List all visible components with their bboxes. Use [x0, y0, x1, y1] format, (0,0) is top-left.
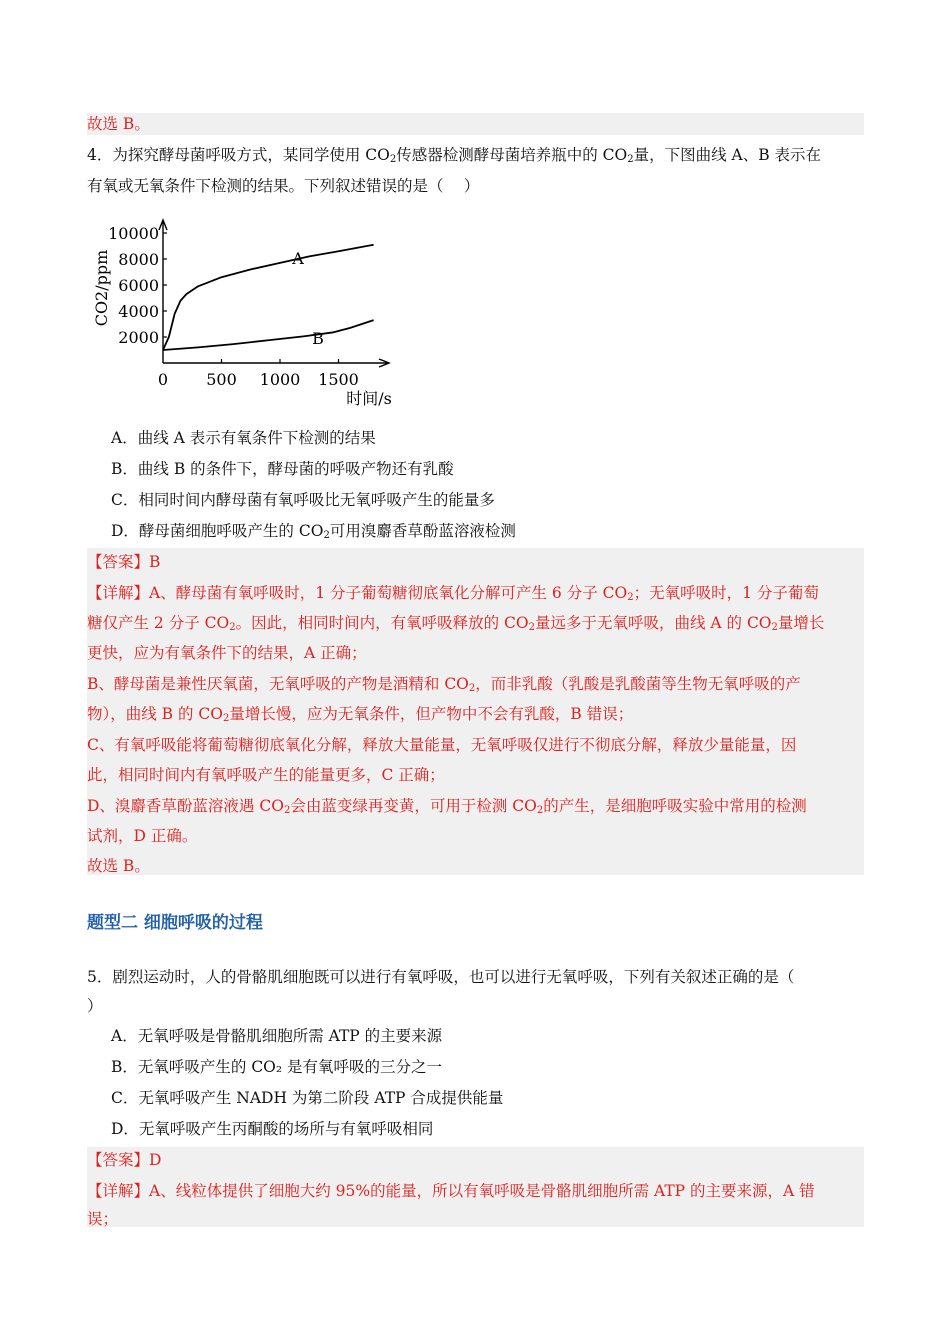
q5-answer: 【答案】D — [87, 1151, 162, 1169]
x-tick-label: 500 — [206, 370, 237, 389]
chart-ticks — [108, 224, 359, 389]
series-curve-b — [163, 320, 374, 350]
q4-detail-line: B、酵母菌是兼性厌氧菌，无氧呼吸的产物是酒精和 $CO_2$，而非乳酸（乳酸是乳酸菌等生物无氧呼吸的产 — [87, 675, 801, 694]
prev-conclusion: 故选 B。 — [87, 115, 150, 133]
q5-option-a: A．无氧呼吸是骨骼肌细胞所需 ATP 的主要来源 — [111, 1027, 443, 1045]
x-tick-label: 1000 — [259, 370, 301, 389]
y-tick-label: 8000 — [118, 250, 159, 269]
q4-option-a: A．曲线 A 表示有氧条件下检测的结果 — [111, 429, 376, 447]
chart-curves — [163, 245, 374, 350]
q4-detail-line: 糖仅产生 2 分子 $CO_2$。因此，相同时间内，有氧呼吸释放的 $CO_2$量远多于无氧呼吸，曲线 A 的 $CO_2$量增长 — [87, 614, 825, 633]
q5-detail-line2: 误； — [87, 1210, 119, 1228]
q5-stem-line2: ） — [87, 997, 103, 1015]
q4-option-c: C．相同时间内酵母菌有氧呼吸比无氧呼吸产生的能量多 — [111, 491, 495, 509]
q4-conclusion: 故选 B。 — [87, 857, 150, 875]
x-tick-label: 1500 — [318, 370, 359, 389]
q5-option-d: D．无氧呼吸产生丙酮酸的场所与有氧呼吸相同 — [111, 1120, 434, 1138]
y-tick-label: 4000 — [118, 302, 159, 321]
q4-detail-line: 【详解】A、酵母菌有氧呼吸时，1 分子葡萄糖彻底氧化分解可产生 6 分子 $CO_2$；无氧呼吸时，1 分子葡萄 — [87, 584, 819, 603]
q5-option-b: B．无氧呼吸产生的 CO₂ 是有氧呼吸的三分之一 — [111, 1058, 443, 1076]
co2-chart — [87, 210, 407, 415]
y-tick-label: 2000 — [118, 328, 159, 347]
series-label-a: A — [292, 249, 304, 268]
q4-stem-line1: 4．为探究酵母菌呼吸方式，某同学使用 $CO_2$传感器检测酵母菌培养瓶中的 $CO_2$量，下图曲线 A、B 表示在 — [87, 146, 822, 165]
x-axis-label: 时间/s — [346, 389, 392, 408]
series-label-b: B — [312, 329, 324, 348]
q4-detail-line: 更快，应为有氧条件下的结果，A 正确； — [87, 644, 367, 662]
q5-stem-line1: 5．剧烈运动时，人的骨骼肌细胞既可以进行有氧呼吸，也可以进行无氧呼吸，下列有关叙述正确的是（ — [87, 968, 795, 986]
q4-option-b: B．曲线 B 的条件下，酵母菌的呼吸产物还有乳酸 — [111, 460, 454, 478]
q4-detail-line: 试剂，D 正确。 — [87, 827, 198, 845]
series-curve-a — [163, 245, 374, 350]
x-tick-label: 0 — [157, 370, 169, 389]
q4-detail-line: D、溴麝香草酚蓝溶液遇 $CO_2$会由蓝变绿再变黄，可用于检测 $CO_2$的产生，是细胞呼吸实验中常用的检测 — [87, 797, 807, 816]
y-tick-label: 10000 — [108, 224, 159, 243]
q4-detail-line: 物），曲线 B 的 $CO_2$量增长慢，应为无氧条件，但产物中不会有乳酸，B 错误； — [87, 705, 634, 724]
q5-option-c: C．无氧呼吸产生 NADH 为第二阶段 ATP 合成提供能量 — [111, 1089, 504, 1107]
q4-stem-line2: 有氧或无氧条件下检测的结果。下列叙述错误的是（ ） — [87, 177, 480, 195]
q4-detail-line: C、有氧呼吸能将葡萄糖彻底氧化分解，释放大量能量，无氧呼吸仅进行不彻底分解，释放少量能量，因 — [87, 736, 797, 754]
y-axis-label: CO2/ppm — [92, 249, 111, 327]
chart-axes — [159, 220, 389, 367]
q4-detail-line: 此，相同时间内有氧呼吸产生的能量更多，C 正确； — [87, 766, 445, 784]
y-tick-label: 6000 — [118, 276, 159, 295]
q4-answer: 【答案】B — [87, 553, 161, 571]
q5-detail-line1: 【详解】A、线粒体提供了细胞大约 95%的能量，所以有氧呼吸是骨骼肌细胞所需 ATP 的主要来源，A 错 — [87, 1182, 815, 1200]
section-title: 题型二 细胞呼吸的过程 — [87, 913, 263, 933]
prev-answer-box — [87, 113, 864, 135]
q4-option-d: D．酵母菌细胞呼吸产生的 $CO_2$可用溴麝香草酚蓝溶液检测 — [111, 522, 516, 541]
